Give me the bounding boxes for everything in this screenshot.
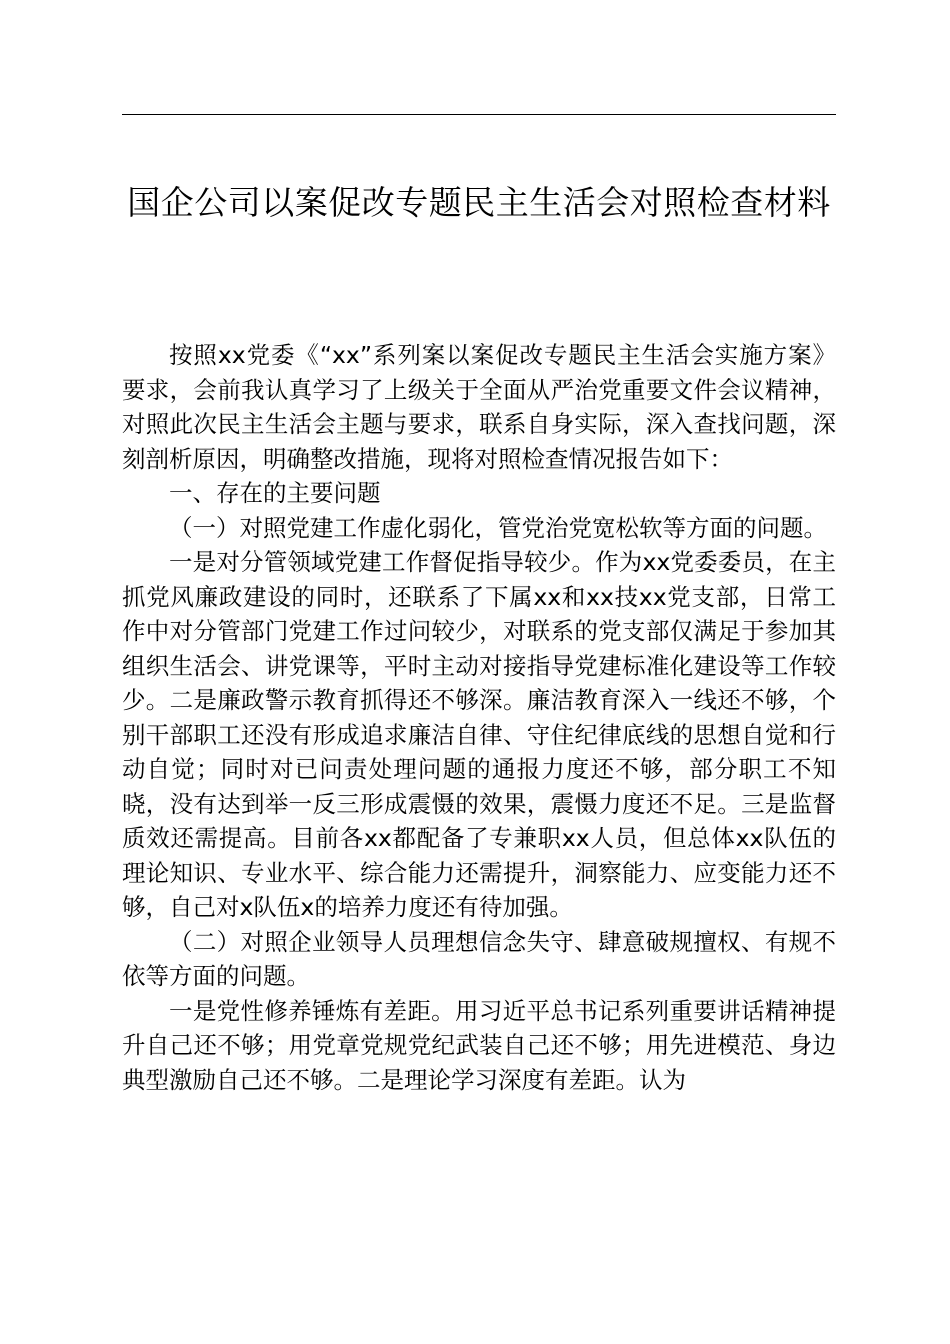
header-rule [122,114,836,115]
body-paragraph: 一是党性修养锤炼有差距。用习近平总书记系列重要讲话精神提升自己还不够；用党章党规党纪武装自己还不够；用先进模范、身边典型激励自己还不够。二是理论学习深度有差距。认为 [122,996,836,1094]
subsection-heading: （二）对照企业领导人员理想信念失守、肆意破规擅权、有规不依等方面的问题。 [122,927,836,990]
body-paragraph: 一是对分管领域党建工作督促指导较少。作为xx党委委员，在主抓党风廉政建设的同时，还联系了下属xx和xx技xx党支部，日常工作中对分管部门党建工作过问较少，对联系的党支部仅满足于参加其组织生活会、讲党课等，平时主动对接指导党建标准化建设等工作较少。二是廉政警示教育抓得还不够深。廉洁教育深入一线还不够，个别干部职工还没有形成追求廉洁自律、守住纪律底线的思想自觉和行动自觉；同时对已问责处理问题的通报力度还不够，部分职工不知晓，没有达到举一反三形成震慑的效果，震慑力度还不足。三是监督质效还需提高。目前各xx都配备了专兼职xx人员，但总体xx队伍的理论知识、专业水平、综合能力还需提升，洞察能力、应变能力还不够，自己对x队伍x的培养力度还有待加强。 [122,548,836,921]
document-title: 国企公司以案促改专题民主生活会对照检查材料 [127,183,831,222]
intro-paragraph: 按照xx党委《“xx”系列案以案促改专题民主生活会实施方案》要求，会前我认真学习了上级关于全面从严治党重要文件会议精神，对照此次民主生活会主题与要求，联系自身实际，深入查找问题，深刻剖析原因，明确整改措施，现将对照检查情况报告如下： [122,341,836,473]
document-body [122,338,836,1097]
section-heading: 一、存在的主要问题 [169,479,381,507]
subsection-heading: （一）对照党建工作虚化弱化，管党治党宽松软等方面的问题。 [169,513,827,542]
